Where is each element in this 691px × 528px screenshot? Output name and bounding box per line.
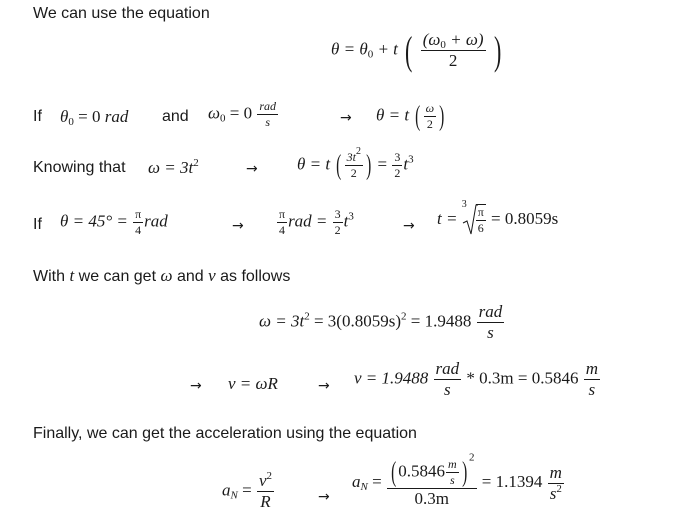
eq3-eq: = <box>373 154 392 174</box>
eq1-num-sub: 0 <box>440 39 446 51</box>
eq5-exp: 2 <box>304 310 310 323</box>
eq1-open-paren: ( <box>405 27 413 73</box>
var-v: v <box>208 266 216 285</box>
eq3-t: t <box>403 154 409 174</box>
and-label: and <box>162 108 189 125</box>
eq7-paren-den: s <box>446 472 459 488</box>
eq2-frac-den: s <box>257 114 278 130</box>
eq2-frac-num: rad <box>259 99 277 113</box>
eq6-velocity <box>354 359 601 400</box>
with-t-d: as follows <box>220 268 291 285</box>
eq4-lhs <box>60 207 168 238</box>
knowing-label: Knowing that <box>33 159 126 176</box>
eq2-initial-conditions <box>60 107 128 127</box>
eq2-close-paren: ) <box>439 100 445 132</box>
eq2-sub: 0 <box>68 116 74 128</box>
intro-text: We can use the equation <box>33 5 210 22</box>
eq7-unit <box>548 463 564 504</box>
eq2-omega0 <box>208 99 279 130</box>
eq3-close-paren: ) <box>366 149 372 181</box>
var-omega: ω <box>160 266 173 285</box>
eq7-paren-unit <box>446 457 459 488</box>
eq7-v-exp: 2 <box>266 470 272 482</box>
eq1-num-rest: + ω) <box>445 30 484 49</box>
cube-root: 3 $\frac{\pi}{6}$ <box>461 199 484 235</box>
eq4-rhs <box>437 199 559 237</box>
eq1-sub: 0 <box>367 48 374 61</box>
eq6-den: s <box>434 379 462 400</box>
eq7-paren-val: 0.5846 <box>398 461 446 481</box>
eq2-rhs-frac <box>424 101 436 132</box>
arrow-icon: → <box>318 378 330 394</box>
arrow-icon: → <box>190 378 202 394</box>
eq4-pi: π <box>135 207 142 221</box>
eq5-exp2: 2 <box>400 310 407 323</box>
eq6-den2: s <box>584 379 600 400</box>
eq6-m-per-s <box>584 359 600 400</box>
eq3-rhs-text: θ = t <box>297 154 331 174</box>
if-label-2: If <box>33 216 42 233</box>
eq4-rad: rad <box>144 211 168 231</box>
eq5-res: = 1.9488 <box>406 311 472 331</box>
eq7-a: a <box>222 480 231 500</box>
eq3-open-paren: ( <box>336 149 342 181</box>
equation-angular-displacement <box>331 27 504 73</box>
eq4-pi-frac <box>133 207 143 238</box>
eq1-lhs: θ = θ <box>331 39 368 59</box>
var-t: t <box>69 266 75 285</box>
with-t-c: and <box>176 268 204 285</box>
eq4-mid <box>276 207 354 238</box>
eq5-unit <box>477 302 505 343</box>
with-t-b: we can get <box>78 268 157 285</box>
eq4-three: 3 <box>334 207 341 221</box>
eq3-frac <box>345 146 363 181</box>
finally-text: Finally, we can get the acceleration using the equation <box>33 425 417 442</box>
arrow-icon: → <box>232 218 244 234</box>
eq1-fraction <box>421 30 486 71</box>
eq4-exp: 3 <box>348 210 354 223</box>
with-t-line <box>33 266 290 286</box>
eq7-paren-num: m <box>448 457 457 471</box>
eq7-unit-den: s <box>549 483 557 503</box>
eq7-R: R <box>257 491 274 512</box>
eq3-lhs-text: ω = 3t <box>148 158 194 177</box>
arrow-icon: → <box>318 489 330 505</box>
eq7-unit-exp: 2 <box>556 482 562 495</box>
eq3-num: 3t <box>346 150 356 164</box>
eq5-omega-value <box>259 302 505 343</box>
eq7-a2: a <box>352 471 361 491</box>
eq4-mid-rad: rad = <box>288 211 332 231</box>
eq4-t: t <box>343 211 349 231</box>
eq4-rhs-text: t = <box>437 208 462 228</box>
eq3-c-num: 3 <box>394 150 401 164</box>
root-frac <box>476 204 486 236</box>
eq2-rad: rad <box>104 107 129 126</box>
eq3-den: 2 <box>345 165 363 181</box>
eq7-v2-over-R <box>257 471 274 512</box>
eq2-eq0: = 0 <box>225 103 253 123</box>
eq4-lhs-text: θ = 45° = <box>60 211 133 231</box>
if-label-1: If <box>33 108 42 125</box>
eq6-num2: m <box>585 359 598 378</box>
eq7-sub: N <box>230 489 238 502</box>
eq6-num: rad <box>435 359 460 378</box>
eq1-num: (ω <box>422 30 441 49</box>
eq3-rhs <box>297 146 414 181</box>
with-t-a: With <box>33 268 65 285</box>
eq7-main-frac <box>387 451 477 509</box>
eq4-four: 4 <box>133 222 143 238</box>
eq3-exp: 2 <box>193 157 199 169</box>
eq7-unit-num: m <box>549 462 562 482</box>
arrow-icon: → <box>246 161 258 177</box>
eq2-rhs-den: 2 <box>424 116 436 132</box>
eq6-lhs: v = ωR <box>228 374 278 393</box>
eq4-three-halves <box>333 207 343 238</box>
eq4-two: 2 <box>334 223 341 237</box>
eq7-eq: = <box>237 480 256 500</box>
eq7-close-paren: ) <box>461 456 467 488</box>
eq3-t-exp: 3 <box>408 153 414 166</box>
eq2-rhs-num: ω <box>425 101 435 115</box>
eq6-rest: * 0.3m = 0.5846 <box>462 368 579 388</box>
eq2-theta0: θ <box>60 107 69 126</box>
eq2-rhs <box>376 101 446 132</box>
eq1-close-paren: ) <box>493 27 502 73</box>
eq3-lhs <box>148 158 199 178</box>
eq7-res: = 1.1394 <box>477 471 543 491</box>
eq4-result: = 0.8059s <box>486 208 559 228</box>
eq3-num-exp: 2 <box>355 146 361 157</box>
eq2-rad-per-s <box>257 99 278 130</box>
eq7-eq2: = <box>367 471 386 491</box>
root-den: 6 <box>476 220 486 236</box>
arrow-icon: → <box>403 218 415 234</box>
root-num: π <box>477 205 484 219</box>
eq4-mid-pi: π <box>279 207 286 221</box>
eq4-mid-pi-frac <box>277 207 287 238</box>
eq2-rhs-text: θ = t <box>376 105 410 125</box>
eq5-text: ω = 3t <box>259 311 305 331</box>
eq5-mid: = 3(0.8059s) <box>309 311 401 331</box>
arrow-icon: → <box>340 110 352 126</box>
eq7-v: v <box>258 471 267 490</box>
eq6-mid: v = 1.9488 <box>354 368 429 388</box>
eq5-num: rad <box>478 302 503 321</box>
eq2-omega-symbol: ω <box>208 103 221 123</box>
eq7-lhs <box>222 471 275 512</box>
eq3-c-den: 2 <box>394 166 401 180</box>
eq2-omega-sub: 0 <box>220 112 226 125</box>
eq2-eq0rad: = 0 <box>73 107 105 126</box>
eq1-plus-t: + t <box>373 39 398 59</box>
eq7-sub2: N <box>360 480 368 493</box>
eq2-open-paren: ( <box>415 100 421 132</box>
eq6-rad-frac <box>434 359 462 400</box>
eq3-coef <box>392 150 402 181</box>
eq7-den: 0.3m <box>387 488 477 509</box>
eq5-den: s <box>477 322 505 343</box>
eq7-rhs <box>352 451 565 509</box>
eq7-open-paren: ( <box>391 456 397 488</box>
eq4-mid-four: 4 <box>277 222 287 238</box>
eq7-paren-exp: 2 <box>469 451 475 464</box>
eq1-den: 2 <box>421 50 486 71</box>
